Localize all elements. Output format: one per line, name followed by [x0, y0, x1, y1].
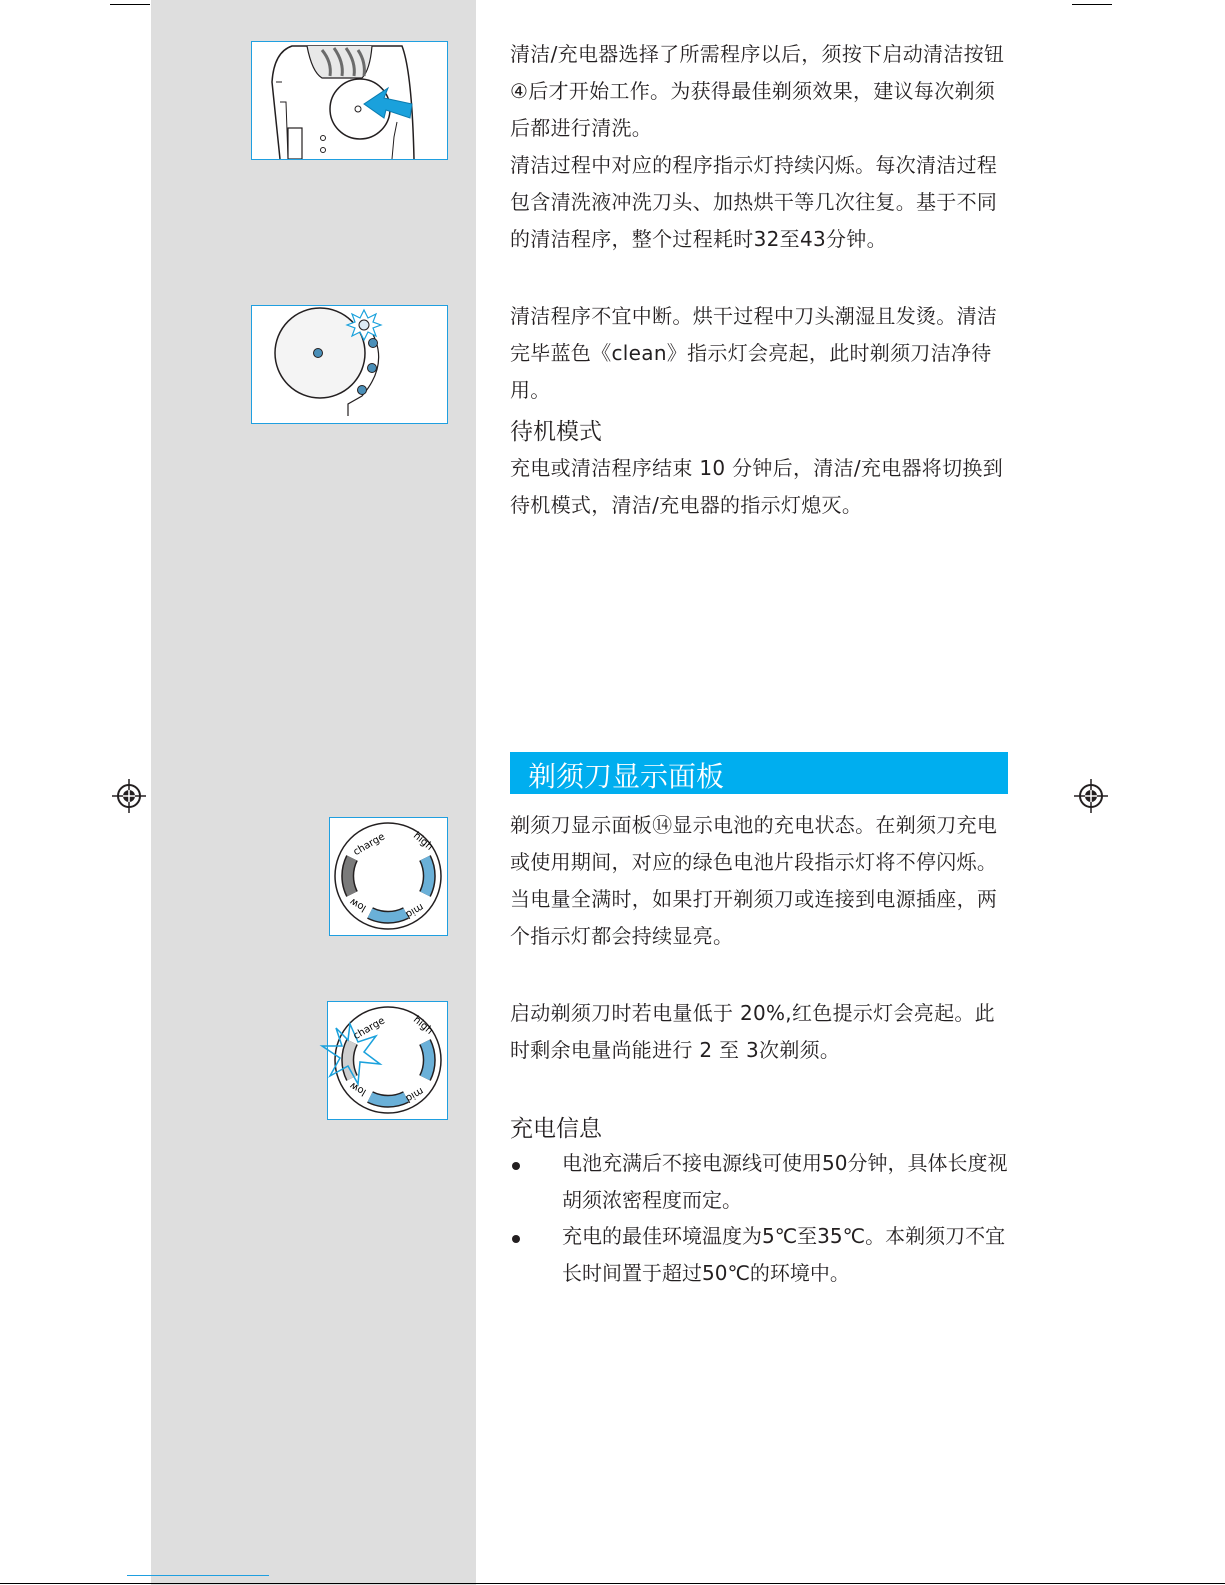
crop-mark-top-left	[110, 4, 150, 5]
crop-mark-bottom-accent	[127, 1575, 269, 1576]
dial-label-low-2: low	[348, 1079, 369, 1098]
standby-text: 充电或清洁程序结束 10 分钟后，清洁/充电器将切换到待机模式，清洁/充电器的指示灯熄灭。	[510, 456, 1004, 517]
display-panel-paragraph: 剃须刀显示面板⑭显示电池的充电状态。在剃须刀充电或使用期间，对应的绿色电池片段指示灯将不停闪烁。当电量全满时，如果打开剃须刀或连接到电源插座，两个指示灯都会持续显亮。	[510, 813, 998, 948]
dial-label-low: low	[348, 895, 369, 914]
charging-bullet-2: 充电的最佳环境温度为5℃至35℃。本剃须刀不宜长时间置于超过50℃的环境中。	[562, 1224, 1006, 1285]
paragraph-start-cleaning: 清洁/充电器选择了所需程序以后，须按下启动清洁按钮④后才开始工作。为获得最佳剃须效果，建议每次剃须后都进行清洗。	[510, 42, 1005, 140]
figure-start-clean-button	[251, 41, 448, 160]
dial-label-mid-2: mid	[403, 1084, 426, 1104]
charging-info-heading: 充电信息	[510, 1116, 602, 1142]
bullet-dot	[512, 1162, 520, 1170]
dial-label-mid: mid	[403, 900, 426, 920]
display-panel-heading: 剃须刀显示面板	[528, 760, 725, 793]
figure-display-dial-low-battery	[327, 1001, 448, 1120]
registration-mark-right	[1074, 779, 1108, 813]
figure-clean-indicator	[251, 305, 448, 424]
paragraph-cleaning-process: 清洁过程中对应的程序指示灯持续闪烁。每次清洁过程包含清洗液冲洗刀头、加热烘干等几次往复。基于不同的清洁程序，整个过程耗时32至43分钟。	[510, 153, 998, 251]
registration-mark-left	[112, 779, 146, 813]
dial-label-high-2: high	[410, 1014, 435, 1037]
crop-mark-bottom	[0, 1583, 1225, 1584]
crop-mark-top-right	[1072, 4, 1112, 5]
left-gray-column	[151, 0, 476, 1585]
dial-label-charge: charge	[351, 831, 387, 859]
display-panel-heading-bar	[510, 752, 1008, 794]
bullet-dot	[512, 1235, 520, 1243]
dial-label-charge-2: charge	[351, 1015, 387, 1043]
standby-heading: 待机模式	[510, 419, 602, 445]
dial-label-high: high	[410, 830, 435, 853]
charging-bullet-1: 电池充满后不接电源线可使用50分钟，具体长度视胡须浓密程度而定。	[562, 1151, 1008, 1212]
paragraph-do-not-interrupt: 清洁程序不宜中断。烘干过程中刀头潮湿且发烫。清洁完毕蓝色《clean》指示灯会亮起，此时剃须刀洁净待用。	[510, 304, 998, 402]
figure-display-dial	[329, 817, 448, 936]
low-battery-paragraph: 启动剃须刀时若电量低于 20%,红色提示灯会亮起。此时剩余电量尚能进行 2 至 3次剃须。	[510, 1001, 995, 1062]
